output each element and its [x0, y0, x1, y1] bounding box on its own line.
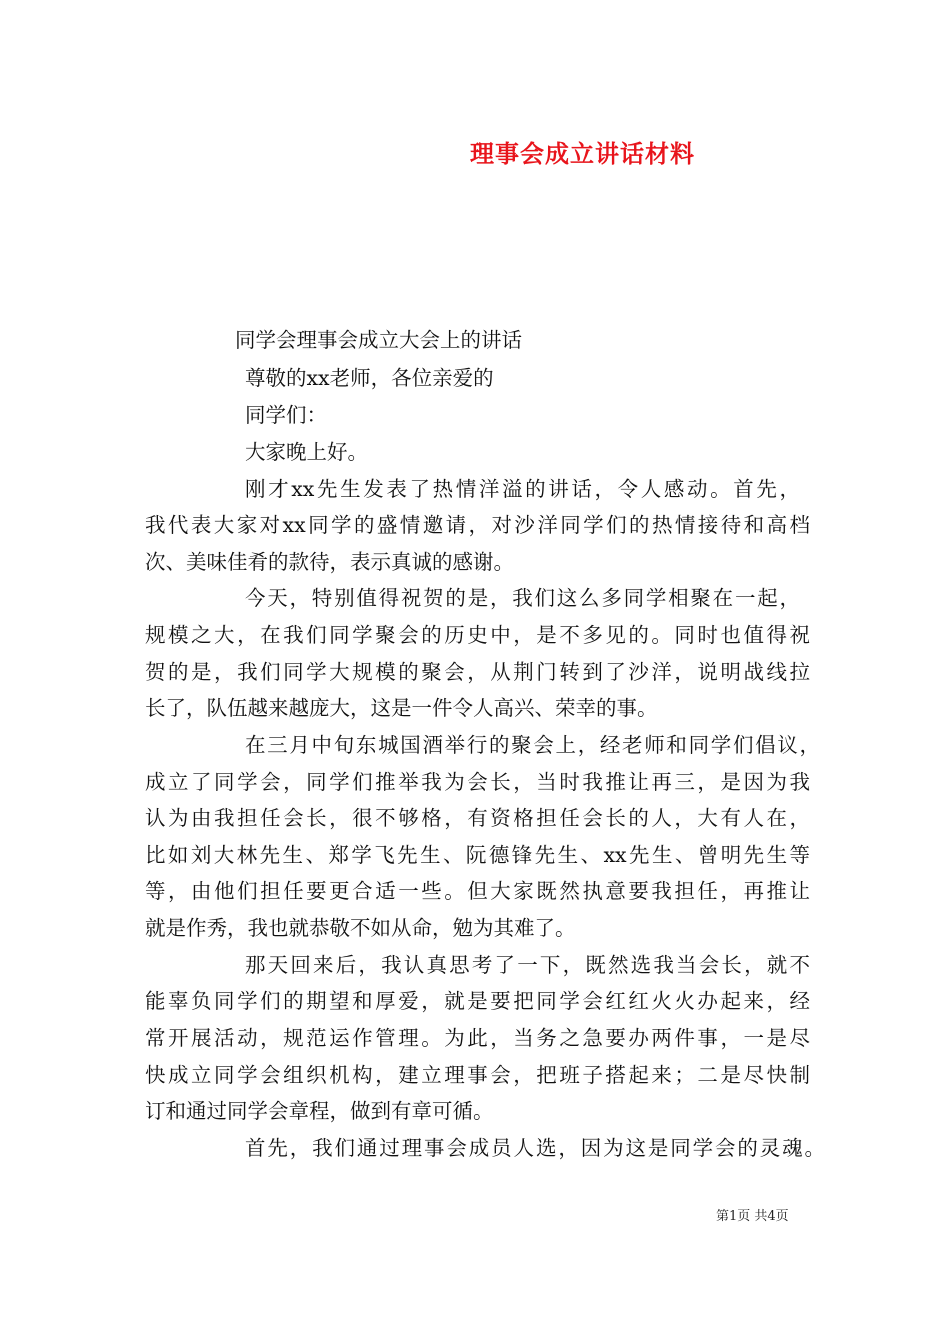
salutation-line-2: 同学们： — [245, 403, 327, 427]
salutation-line-1: 尊敬的xx老师，各位亲爱的 — [245, 366, 494, 390]
paragraph-4-line-1: 那天回来后，我认真思考了一下，既然选我当会长，就不 — [245, 953, 810, 977]
paragraph-3-line-4: 比如刘大林先生、郑学飞先生、阮德锋先生、xx先生、曾明先生等 — [145, 843, 810, 867]
paragraph-3-line-3: 认为由我担任会长，很不够格，有资格担任会长的人，大有人在， — [145, 806, 810, 830]
paragraph-3-line-6: 就是作秀，我也就恭敬不如从命，勉为其难了。 — [145, 916, 576, 940]
paragraph-4-line-3: 常开展活动，规范运作管理。为此，当务之急要办两件事，一是尽 — [145, 1026, 810, 1050]
document-title: 理事会成立讲话材料 — [470, 139, 695, 168]
paragraph-4-line-4: 快成立同学会组织机构，建立理事会，把班子搭起来；二是尽快制 — [145, 1063, 810, 1087]
paragraph-1-line-2: 我代表大家对xx同学的盛情邀请，对沙洋同学们的热情接待和高档 — [145, 513, 810, 537]
page-indicator: 第1页 共4页 — [716, 1209, 789, 1224]
paragraph-1-line-3: 次、美味佳肴的款待，表示真诚的感谢。 — [145, 550, 514, 574]
paragraph-4-line-5: 订和通过同学会章程，做到有章可循。 — [145, 1099, 494, 1123]
paragraph-2-line-3: 贺的是，我们同学大规模的聚会，从荆门转到了沙洋，说明战线拉 — [145, 660, 810, 684]
paragraph-3-line-1: 在三月中旬东城国酒举行的聚会上，经老师和同学们倡议， — [245, 733, 820, 757]
paragraph-2-line-4: 长了，队伍越来越庞大，这是一件令人高兴、荣幸的事。 — [145, 696, 658, 720]
paragraph-1-line-1: 刚才xx先生发表了热情洋溢的讲话，令人感动。首先， — [245, 477, 800, 501]
greeting-line: 大家晚上好。 — [245, 440, 368, 464]
paragraph-2-line-1: 今天，特别值得祝贺的是，我们这么多同学相聚在一起， — [245, 586, 800, 610]
paragraph-5-line-1: 首先，我们通过理事会成员人选，因为这是同学会的灵魂。 — [245, 1136, 825, 1160]
paragraph-4-line-2: 能辜负同学们的期望和厚爱，就是要把同学会红红火火办起来，经 — [145, 989, 810, 1013]
paragraph-3-line-2: 成立了同学会，同学们推举我为会长，当时我推让再三，是因为我 — [145, 770, 810, 794]
speech-heading: 同学会理事会成立大会上的讲话 — [235, 328, 522, 352]
paragraph-2-line-2: 规模之大，在我们同学聚会的历史中，是不多见的。同时也值得祝 — [145, 623, 810, 647]
paragraph-3-line-5: 等，由他们担任要更合适一些。但大家既然执意要我担任，再推让 — [145, 879, 810, 903]
